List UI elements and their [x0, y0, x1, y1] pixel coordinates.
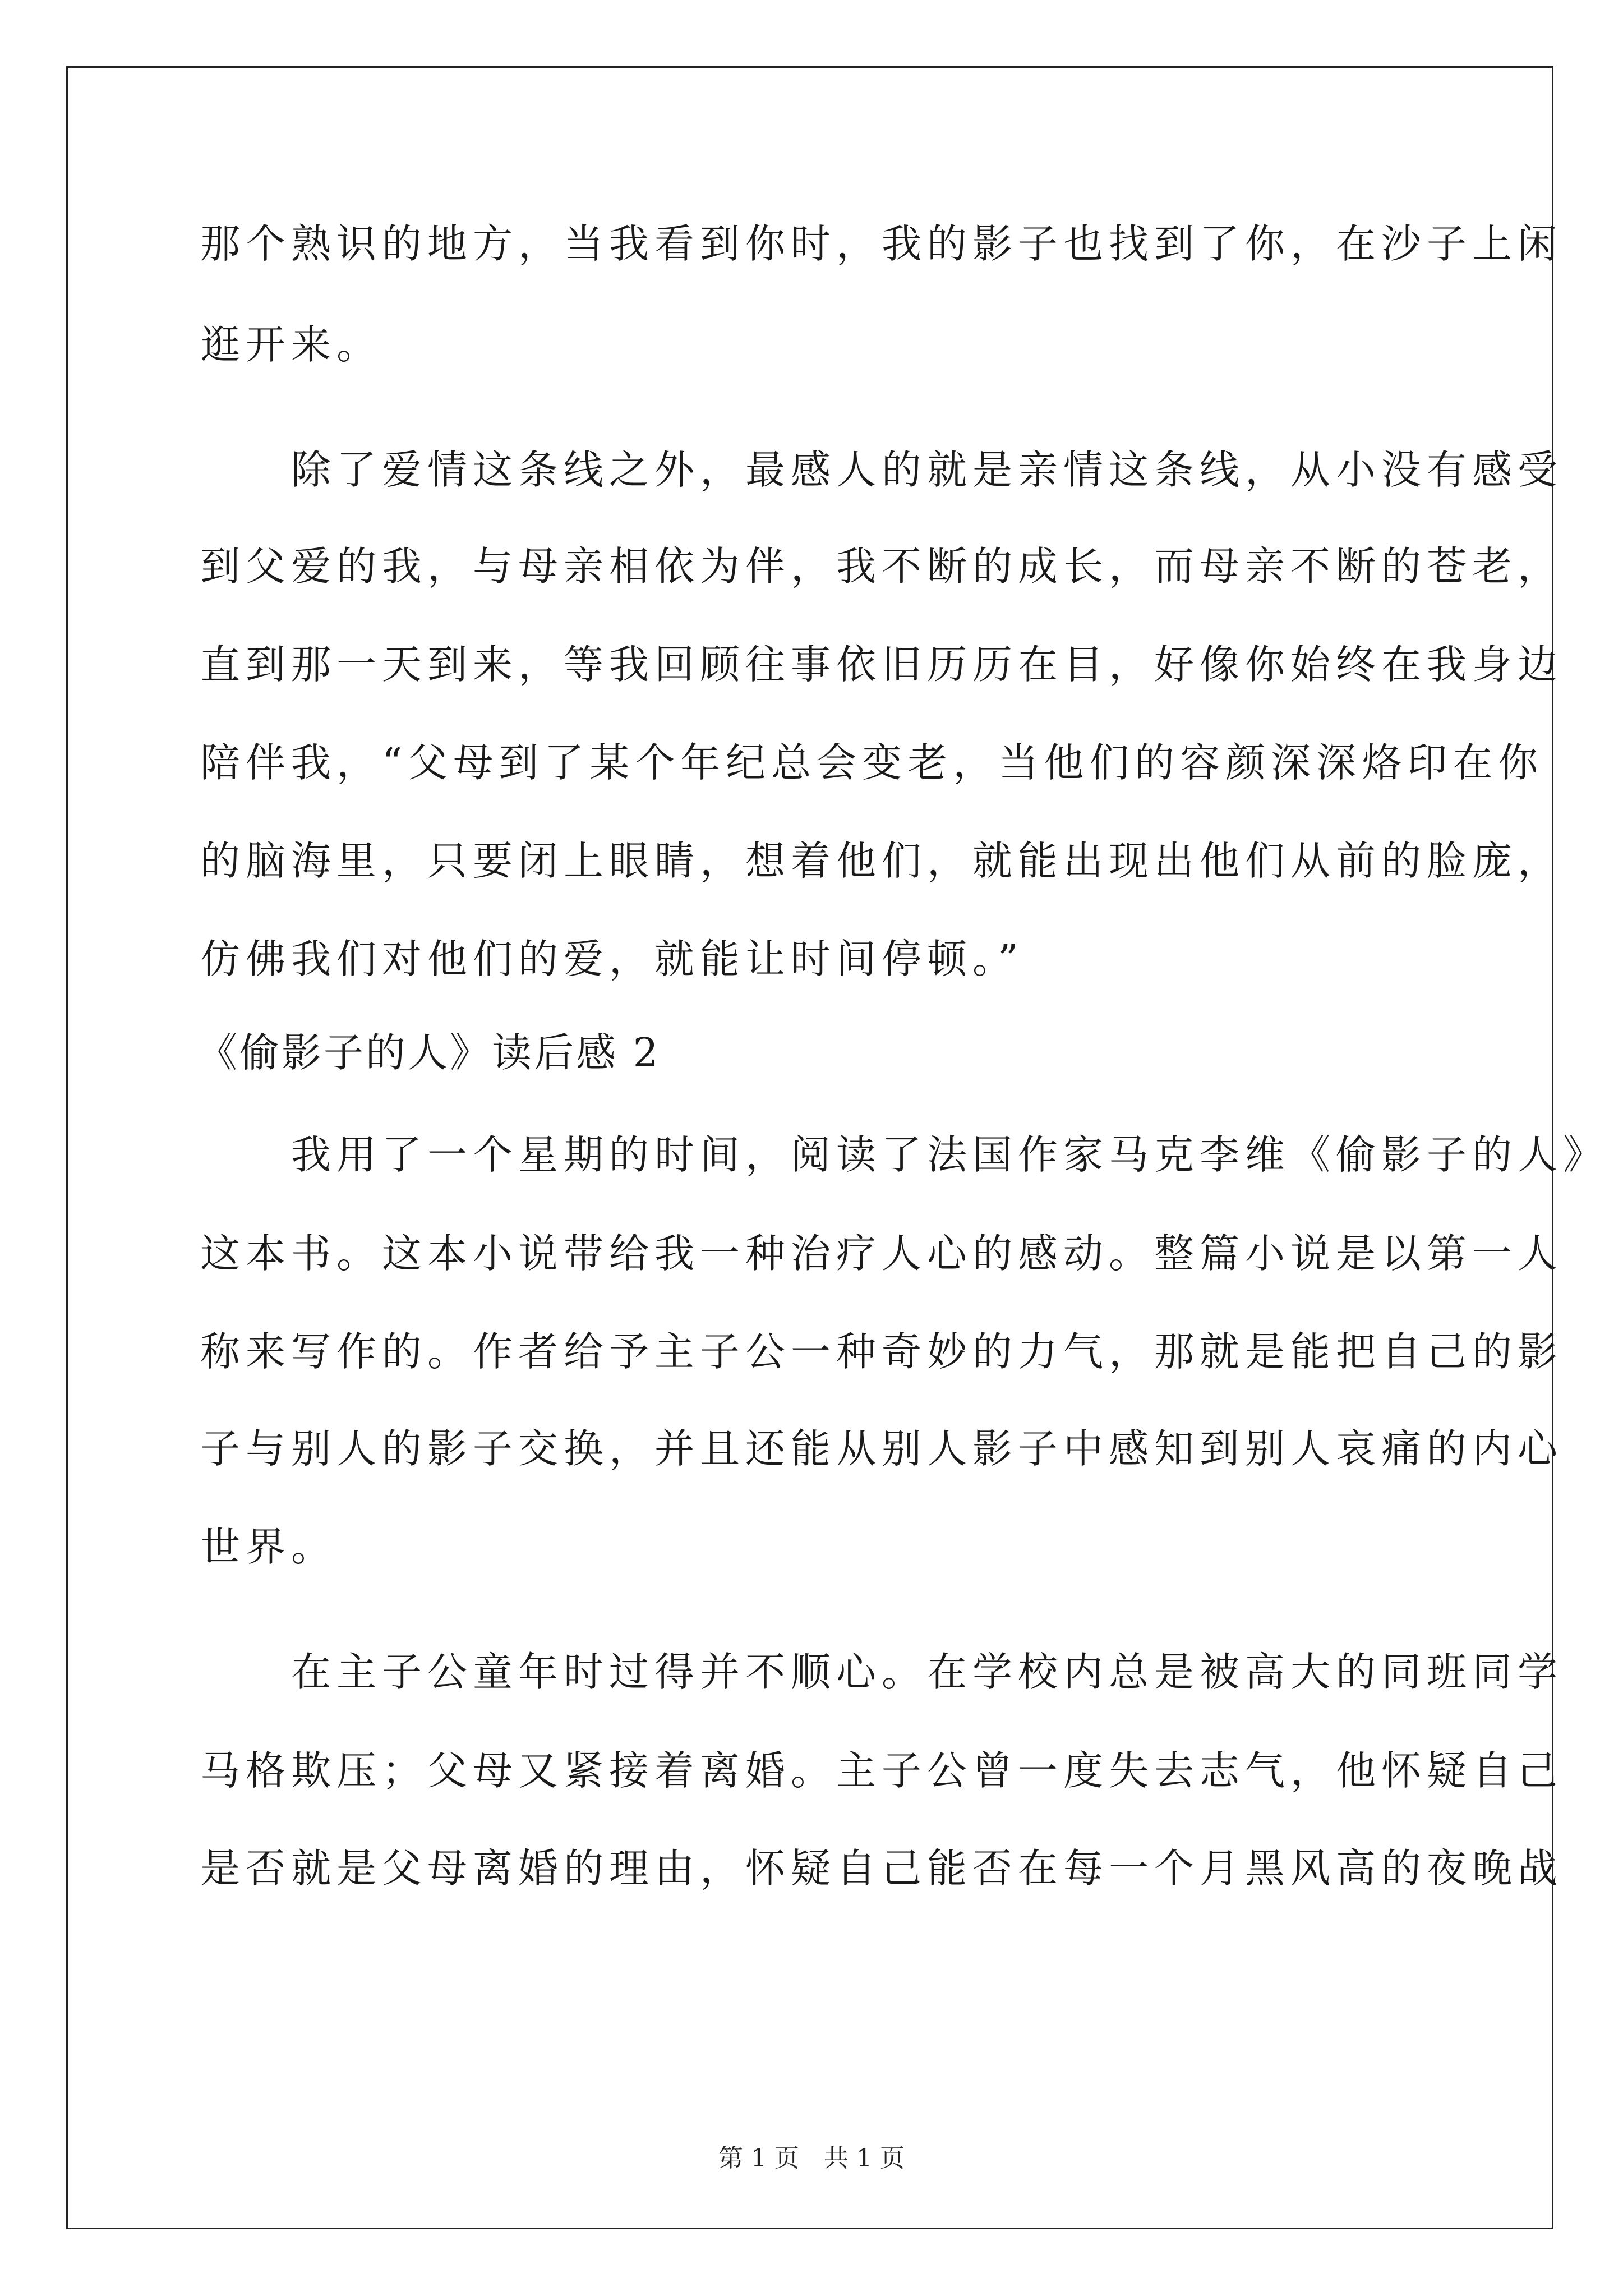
section-heading: 《偷影子的人》读后感 2 — [197, 1029, 661, 1076]
text-line: 称来写作的。作者给予主子公一种奇妙的力气，那就是能把自己的影 — [200, 1328, 1564, 1375]
text-line: 马格欺压；父母又紧接着离婚。主子公曾一度失去志气，他怀疑自己 — [200, 1747, 1564, 1794]
text-line: 陪伴我，“父母到了某个年纪总会变老，当他们的容颜深深烙印在你 — [200, 739, 1544, 786]
text-line: 仿佛我们对他们的爱，就能让时间停顿。” — [200, 936, 1024, 982]
text-line: 到父爱的我，与母亲相依为伴，我不断的成长，而母亲不断的苍老， — [200, 543, 1564, 590]
text-line: 是否就是父母离婚的理由，怀疑自己能否在每一个月黑风高的夜晚战 — [200, 1845, 1564, 1892]
text-line: 世界。 — [200, 1524, 337, 1570]
text-line: 逛开来。 — [200, 321, 382, 368]
text-line: 我用了一个星期的时间，阅读了法国作家马克李维《偷影子的人》 — [200, 1131, 1609, 1178]
text-line: 那个熟识的地方，当我看到你时，我的影子也找到了你，在沙子上闲 — [200, 220, 1564, 267]
text-line: 这本书。这本小说带给我一种治疗人心的感动。整篇小说是以第一人 — [200, 1230, 1564, 1277]
text-line: 在主子公童年时过得并不顺心。在学校内总是被高大的同班同学 — [200, 1649, 1564, 1695]
text-line: 除了爱情这条线之外，最感人的就是亲情这条线，从小没有感受 — [200, 447, 1564, 493]
text-line: 的脑海里，只要闭上眼睛，想着他们，就能出现出他们从前的脸庞， — [200, 838, 1564, 884]
text-line: 直到那一天到来，等我回顾往事依旧历历在目，好像你始终在我身边 — [200, 641, 1564, 688]
page-number: 第 1 页 共 1 页 — [718, 2144, 905, 2173]
text-line: 子与别人的影子交换，并且还能从别人影子中感知到别人哀痛的内心 — [200, 1425, 1564, 1472]
